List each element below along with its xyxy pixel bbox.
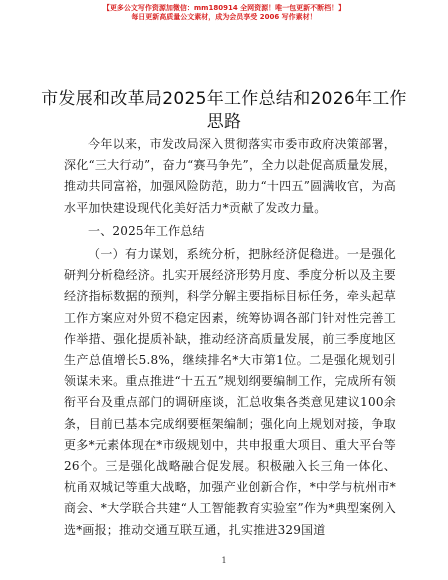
intro-paragraph: 今年以来，市发改局深入贯彻落实市委市政府决策部署，深化“三大行动”，奋力“赛马争先”，全力以赴促高质量发展，推动共同富裕，加强风险防范，助力“十四五”圆满收官，为高水平加快建设现代化美好活力*贡献了发改力量。 [64,137,396,215]
page-number: 1 [221,556,227,565]
section-paragraph: （一）有力谋划，系统分析，把脉经济促稳进。一是强化研判分析稳经济。扎实开展经济形势月度、季度分析以及主要经济指标数据的预判，科学分解主要指标目标任务，牵头起草工作方案应对外贸不稳定因素，统筹协调各部门针对性完善工作举措、强化提质补缺，推动经济高质量发展，前三季度地区生产总值增长5.8%，继续排名*大市第1位。二是强化规划引领谋未来。重点推进“十五五”规划纲要编制工作，完成所有领衔平台及重点部门的调研座谈，汇总收集各类意见建议100余条，目前已基本完成纲要框架编制；强化向上规划对接，争取更多*元素体现在*市级规划中，共申报重大项目、重大平台等26个。三是强化战略融合促发展。积极融入长三角一体化、杭甬双城记等重大战略，加强产业创新合作，*中学与杭州市*商会、*大学联合共建“人工智能教育实验室”作为*典型案例入选*画报；推动交通互联互通，扎实推进329国道 [64,247,396,537]
document-title: 市发展和改革局2025年工作总结和2026年工作思路 [41,89,407,132]
promo-line-2: 每日更新高质量公文素材，成为会员享受 2006 写作素材！ [131,13,317,21]
section-heading: 一、2025年工作总结 [88,223,205,238]
promo-banner [0,4,448,22]
promo-line-1: 【更多公文写作资源加微信：mm180914 全网资源！唯一包更新不断档！】 [102,4,346,12]
document-body [64,134,396,541]
